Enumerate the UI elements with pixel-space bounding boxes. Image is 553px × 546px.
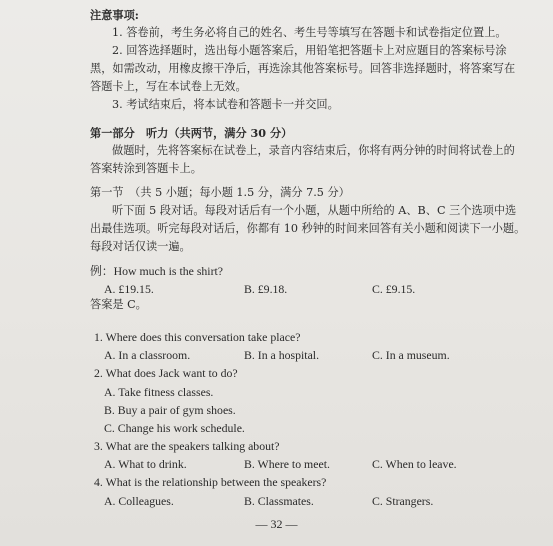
question-4-option-c: C. Strangers. <box>372 494 434 508</box>
section1-intro-line-1: 听下面 5 段对话。每段对话后有一个小题，从题中所给的 A、B、C 三个选项中选 <box>112 204 517 217</box>
notes-item-2-line-3: 答题卡上，写在本试卷上无效。 <box>90 80 247 93</box>
question-2-option-a: A. Take fitness classes. <box>104 385 214 399</box>
example-question: 例：How much is the shirt? <box>90 264 224 278</box>
notes-item-1: 1. 答卷前，考生务必将自己的姓名、考生号等填写在答题卡和试卷指定位置上。 <box>112 26 507 39</box>
part1-intro-line-2: 答案转涂到答题卡上。 <box>90 162 202 175</box>
notes-title: 注意事项: <box>90 8 139 22</box>
section1-intro-line-3: 每段对话仅读一遍。 <box>90 240 191 253</box>
section1-heading: 第一节 （共 5 小题；每小题 1.5 分，满分 7.5 分） <box>90 186 350 199</box>
part1-heading: 第一部分 听力（共两节，满分 30 分） <box>90 126 293 140</box>
question-2-stem: 2. What does Jack want to do? <box>94 366 238 380</box>
question-3-option-a: A. What to drink. <box>104 457 187 471</box>
section1-intro-line-2: 出最佳选项。听完每段对话后，你都有 10 秒钟的时间来回答有关小题和阅读下一小题。 <box>90 222 526 235</box>
notes-item-2-line-1: 2. 回答选择题时，选出每小题答案后，用铅笔把答题卡上对应题目的答案标号涂 <box>112 44 507 57</box>
question-2-option-b: B. Buy a pair of gym shoes. <box>104 403 236 417</box>
question-2-option-c: C. Change his work schedule. <box>104 421 245 435</box>
question-1-option-c: C. In a museum. <box>372 348 450 362</box>
question-4-stem: 4. What is the relationship between the speakers? <box>94 475 327 489</box>
question-1-option-a: A. In a classroom. <box>104 348 191 362</box>
question-3-option-c: C. When to leave. <box>372 457 457 471</box>
example-option-a: A. £19.15. <box>104 282 154 296</box>
example-answer: 答案是 C。 <box>90 298 147 311</box>
question-3-option-b: B. Where to meet. <box>244 457 330 471</box>
question-4-option-a: A. Colleagues. <box>104 494 174 508</box>
page-number: — 32 — <box>255 517 298 531</box>
part1-intro-line-1: 做题时，先将答案标在试卷上，录音内容结束后，你将有两分钟的时间将试卷上的 <box>112 144 515 157</box>
example-option-b: B. £9.18. <box>244 282 288 296</box>
question-3-stem: 3. What are the speakers talking about? <box>94 439 280 453</box>
notes-item-3: 3. 考试结束后，将本试卷和答题卡一并交回。 <box>112 98 339 111</box>
question-1-option-b: B. In a hospital. <box>244 348 320 362</box>
notes-item-2-line-2: 黑，如需改动，用橡皮擦干净后，再选涂其他答案标号。回答非选择题时，将答案写在 <box>90 62 516 75</box>
question-4-option-b: B. Classmates. <box>244 494 314 508</box>
example-option-c: C. £9.15. <box>372 282 416 296</box>
question-1-stem: 1. Where does this conversation take place? <box>94 330 301 344</box>
